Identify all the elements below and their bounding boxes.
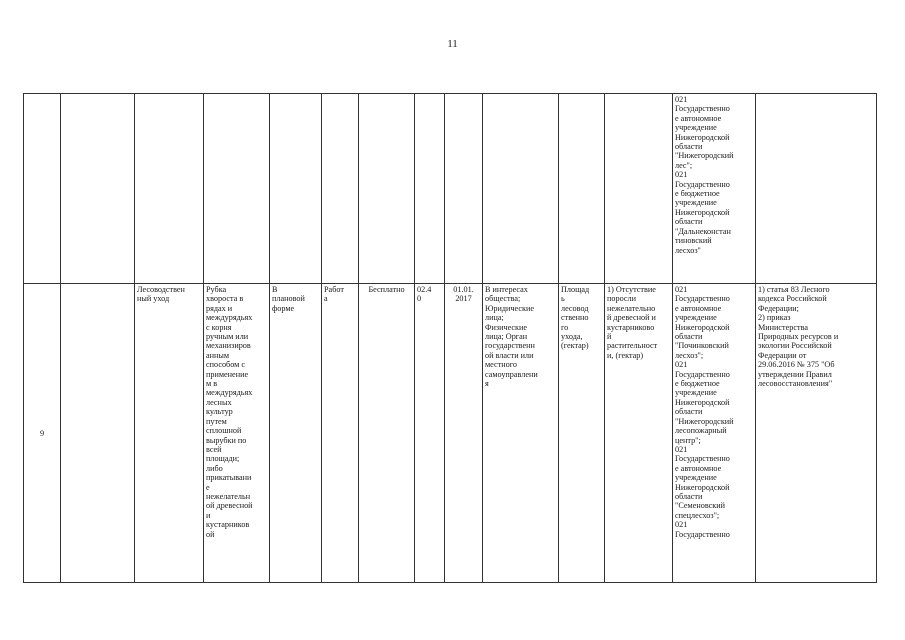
service-content-cell: Рубка хвороста в рядах и междурядьях с корня ручным или механизиров анным способом с применение м в междурядьях лесных культур путем сплошной вырубки по всей площади; либо прикатывани е нежелательн ой древесной и кустарников ой (204, 284, 270, 583)
type-cell (322, 94, 359, 284)
column-2-cell (61, 94, 135, 284)
type-cell: Работ а (322, 284, 359, 583)
legal-basis-cell (756, 94, 877, 284)
payment-cell: Бесплатно (359, 284, 415, 583)
table-row (24, 94, 877, 284)
table-row (24, 284, 877, 583)
row-number-cell: 9 (24, 284, 61, 583)
form-cell: В плановой форме (270, 284, 322, 583)
quality-indicator-cell: 1) Отсутствие поросли нежелательно й древесной и кустарниково й растительност и, (гектар) (605, 284, 673, 583)
column-2-cell (61, 284, 135, 583)
volume-indicator-cell: Площад ь лесовод ственно го ухода, (гектар) (559, 284, 605, 583)
volume-indicator-cell (559, 94, 605, 284)
consumers-cell (483, 94, 559, 284)
code-cell (415, 94, 445, 284)
institutions-cell: 021 Государственно е автономное учреждение Нижегородской области "Нижегородский лес"; 021 Государственно е бюджетное учреждение Нижегородской области "Дальнеконстан тиновский лесхоз" (673, 94, 756, 284)
code-cell: 02.4 0 (415, 284, 445, 583)
service-name-cell: Лесоводствен ный уход (135, 284, 204, 583)
legal-basis-cell: 1) статья 83 Лесного кодекса Российской Федерации; 2) приказ Министерства Природных ресурсов и экологии Российской Федерации от 29.06.2016 № 375 "Об утверждении Правил лесовосстановления" (756, 284, 877, 583)
institutions-cell: 021 Государственно е автономное учреждение Нижегородской области "Починковский лесхоз"; 021 Государственно е бюджетное учреждение Нижегородской области "Нижегородский лесопожарный центр"; 021 Государственно е автономное учреждение Нижегородской области "Семеновский спецлесхоз"; 021 Государственно (673, 284, 756, 583)
payment-cell (359, 94, 415, 284)
form-cell (270, 94, 322, 284)
service-name-cell (135, 94, 204, 284)
register-table (23, 93, 877, 583)
row-number-cell (24, 94, 61, 284)
quality-indicator-cell (605, 94, 673, 284)
date-cell (445, 94, 483, 284)
consumers-cell: В интересах общества; Юридические лица; Физические лица; Орган государственн ой власти или местного самоуправлени я (483, 284, 559, 583)
page-number: 11 (447, 38, 458, 50)
service-content-cell (204, 94, 270, 284)
date-cell: 01.01. 2017 (445, 284, 483, 583)
